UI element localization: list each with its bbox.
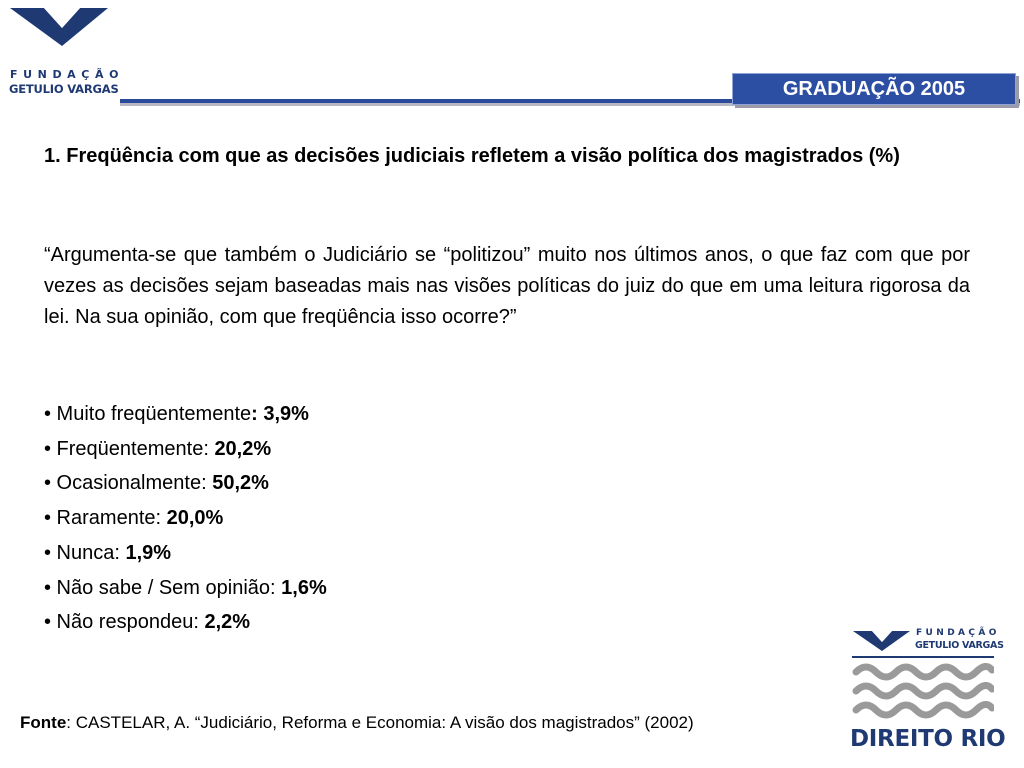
direito-rio-logo bbox=[848, 628, 1006, 758]
slide-title: 1. Freqüência com que as decisões judiciais refletem a visão política dos magistrados (%) bbox=[44, 145, 900, 167]
answer-label: • Nunca: bbox=[44, 541, 126, 564]
answer-value: 2,2% bbox=[204, 611, 251, 634]
answer-value: 1,6% bbox=[281, 576, 327, 599]
fgv-logo bbox=[8, 6, 125, 96]
logo-divider bbox=[852, 656, 994, 658]
answer-label: • Raramente: bbox=[44, 507, 167, 530]
logo-text-fundacao: FUNDAÇÃO bbox=[916, 628, 1000, 638]
answer-item bbox=[44, 466, 327, 501]
source-text: : CASTELAR, A. “Judiciário, Reforma e Economia: A visão dos magistrados” (2002) bbox=[66, 713, 694, 732]
fgv-chevron-icon bbox=[8, 6, 112, 48]
answer-value: 50,2% bbox=[212, 472, 269, 495]
graduacao-badge: GRADUAÇÃO 2005 bbox=[732, 73, 1016, 105]
answer-value: 20,0% bbox=[166, 507, 224, 530]
answer-item bbox=[44, 605, 327, 640]
answer-label: • Não sabe / Sem opinião: bbox=[44, 576, 282, 599]
answer-label: • Ocasionalmente: bbox=[44, 472, 213, 495]
answer-list bbox=[44, 397, 327, 640]
answer-label: • Muito freqüentemente bbox=[44, 403, 252, 425]
answer-item bbox=[44, 536, 327, 571]
answer-label: • Não respondeu: bbox=[44, 611, 205, 634]
waves-icon bbox=[852, 662, 994, 722]
logo-text-getulio-vargas: GETULIO VARGAS bbox=[915, 640, 1004, 651]
answer-value: 20,2% bbox=[214, 437, 272, 460]
answer-item bbox=[44, 397, 327, 432]
logo-text-direito-rio: DIREITO RIO bbox=[850, 726, 1006, 752]
answer-value: : 3,9% bbox=[251, 403, 309, 425]
answer-value: 1,9% bbox=[125, 541, 172, 564]
answer-item bbox=[44, 571, 327, 606]
source-label: Fonte bbox=[20, 713, 67, 732]
answer-item bbox=[44, 432, 327, 467]
answer-label: • Freqüentemente: bbox=[44, 437, 215, 460]
answer-item bbox=[44, 501, 327, 536]
logo-text-fundacao: FUNDAÇÃO bbox=[10, 68, 125, 81]
logo-text-getulio-vargas: GETULIO VARGAS bbox=[9, 82, 119, 96]
source-citation bbox=[20, 713, 694, 733]
survey-question: “Argumenta-se que também o Judiciário se “politizou” muito nos últimos anos, o que faz com que por vezes as decisões sejam baseadas mais nas visões políticas do juiz do que em uma leitura rigorosa da lei. Na sua opinião, com que freqüência isso ocorre?” bbox=[44, 244, 970, 328]
fgv-chevron-icon bbox=[852, 630, 912, 652]
